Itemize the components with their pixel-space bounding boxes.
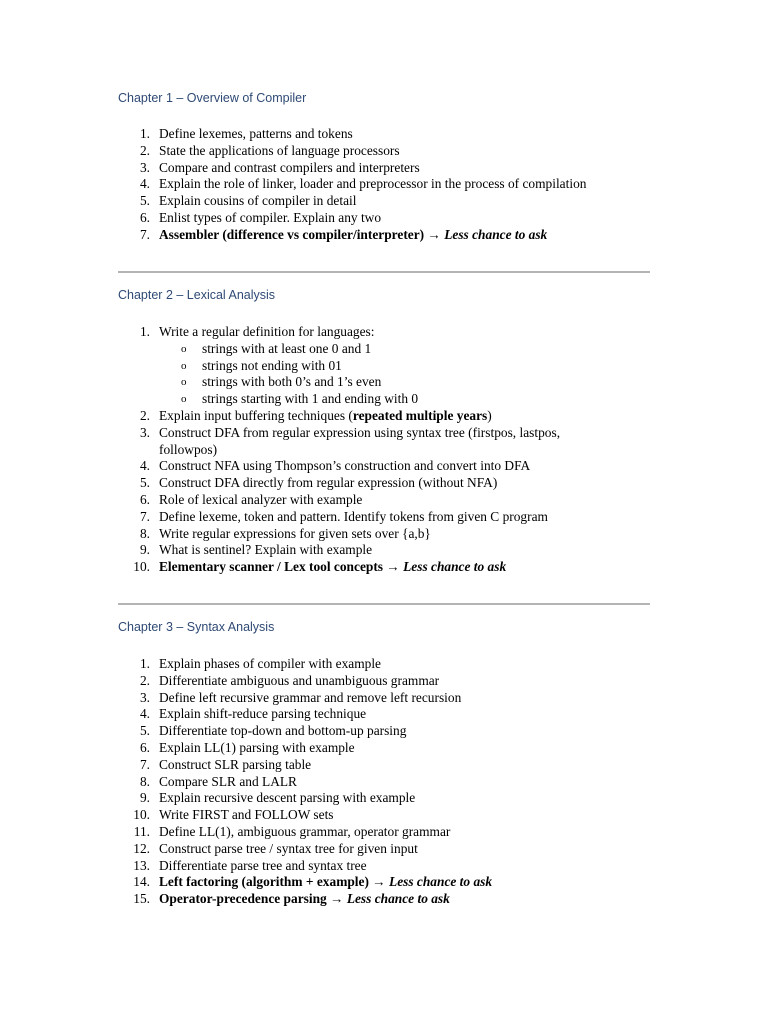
chapter-2-question-list <box>118 324 650 576</box>
less-chance-note: Less chance to ask <box>444 226 548 242</box>
chapter-1-question-list <box>118 126 650 244</box>
list-item: 8. Write regular expressions for given sets over {a,b} <box>139 525 431 541</box>
sub-list-item: o strings with at least one 0 and 1 <box>181 340 372 356</box>
list-item: 2. Explain input buffering techniques (repeated multiple years) <box>139 407 492 423</box>
list-item: 7. Construct SLR parsing table <box>139 756 312 772</box>
list-item: 3. Construct DFA from regular expression using syntax tree (firstpos, lastpos, followpos) <box>139 424 561 457</box>
circle-bullet-icon: o <box>181 342 187 355</box>
list-item: 9. What is sentinel? Explain with example <box>139 542 373 558</box>
list-item: 10. Elementary scanner / Lex tool concepts → Less chance to ask <box>133 559 507 575</box>
circle-bullet-icon: o <box>181 393 187 406</box>
less-chance-note: Less chance to ask <box>346 891 450 907</box>
list-item: 3. Define left recursive grammar and remove left recursion <box>139 689 462 705</box>
chapter-1-heading: Chapter 1 – Overview of Compiler <box>118 91 307 105</box>
list-item: 6. Role of lexical analyzer with example <box>139 491 363 507</box>
list-item: 3. Compare and contrast compilers and interpreters <box>139 159 420 175</box>
list-item: 14. Left factoring (algorithm + example) → Less chance to ask <box>133 874 493 890</box>
sub-list-item: o strings starting with 1 and ending with 0 <box>181 391 419 407</box>
list-item: 5. Differentiate top-down and bottom-up parsing <box>139 723 407 739</box>
list-item: 6. Enlist types of compiler. Explain any two <box>139 209 382 225</box>
list-item: 1. Explain phases of compiler with example <box>139 656 381 671</box>
list-item: 13. Differentiate parse tree and syntax tree <box>133 857 367 873</box>
list-item: 6. Explain LL(1) parsing with example <box>139 739 355 755</box>
list-item: 1. Define lexemes, patterns and tokens <box>139 126 353 141</box>
circle-bullet-icon: o <box>181 359 187 372</box>
list-item: 15. Operator-precedence parsing → Less chance to ask <box>133 891 450 907</box>
sub-list <box>159 341 650 408</box>
list-item: 10. Write FIRST and FOLLOW sets <box>133 807 334 823</box>
list-item: 5. Construct DFA directly from regular expression (without NFA) <box>139 475 498 491</box>
list-item: 7. Define lexeme, token and pattern. Identify tokens from given C program <box>139 508 548 524</box>
list-item: 1. Write a regular definition for languages: o strings with at least one 0 and 1 o strings not ending with 01 o strings with both 0’s and 1’s even o strings starting with 1 and ending with 0 <box>118 324 650 408</box>
sub-list-item: o strings not ending with 01 <box>181 357 342 373</box>
list-item: 12. Construct parse tree / syntax tree for given input <box>133 840 418 856</box>
less-chance-note: Less chance to ask <box>403 559 507 575</box>
less-chance-note: Less chance to ask <box>389 874 493 890</box>
list-item: 9. Explain recursive descent parsing with example <box>139 790 416 806</box>
section-divider <box>118 603 650 605</box>
chapter-3-question-list <box>118 656 650 908</box>
chapter-2-heading: Chapter 2 – Lexical Analysis <box>118 288 276 302</box>
circle-bullet-icon: o <box>181 376 187 389</box>
list-item: 2. State the applications of language processors <box>139 142 400 158</box>
chapter-3-heading: Chapter 3 – Syntax Analysis <box>118 620 275 634</box>
list-item: 4. Explain shift-reduce parsing technique <box>139 706 367 722</box>
list-item: 4. Construct NFA using Thompson’s construction and convert into DFA <box>139 458 531 474</box>
sub-list-item: o strings with both 0’s and 1’s even <box>181 374 382 390</box>
list-item: 8. Compare SLR and LALR <box>139 773 297 789</box>
list-item: 7. Assembler (difference vs compiler/interpreter) → Less chance to ask <box>139 226 548 242</box>
emphasis-text: repeated multiple years <box>352 407 488 423</box>
section-divider <box>118 271 650 273</box>
list-item: 11. Define LL(1), ambiguous grammar, operator grammar <box>133 823 451 839</box>
list-item: 2. Differentiate ambiguous and unambiguous grammar <box>139 672 440 688</box>
list-item: 4. Explain the role of linker, loader and preprocessor in the process of compilation <box>139 176 587 192</box>
list-item: 5. Explain cousins of compiler in detail <box>139 193 357 209</box>
